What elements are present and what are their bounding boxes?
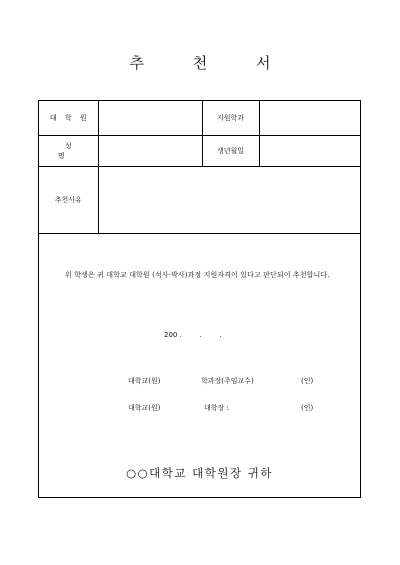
recommendation-form: [38, 100, 361, 498]
department-field[interactable]: [259, 101, 360, 135]
signature-role-1: 학과장(주임교수): [201, 377, 254, 385]
department-label: 지원학과: [202, 101, 259, 135]
signature-seal-2: (인): [301, 404, 314, 412]
birthdate-label: 생년월일: [202, 135, 259, 166]
addressee: ○○대학교 대학원장 귀하: [126, 466, 273, 480]
date-line: 200 . . .: [164, 331, 222, 339]
birthdate-field[interactable]: [259, 135, 360, 166]
signature-seal-1: (인): [301, 377, 314, 385]
signature-school-2: 대학교(원): [128, 404, 161, 412]
university-label: 대 학 원: [39, 101, 98, 135]
recommendation-statement: 위 학생은 귀 대학교 대학원 (석사·박사)과정 지원자격이 있다고 판단되어 추천합니다.: [65, 271, 330, 279]
applicant-info-table: [39, 101, 360, 234]
signature-role-2: 대학장 :: [204, 404, 229, 412]
document-title: 추 천 서: [129, 54, 293, 72]
signature-school-1: 대학교(원): [128, 377, 161, 385]
reason-field[interactable]: [98, 166, 360, 233]
name-label: 성 명: [39, 135, 98, 166]
reason-label: 추천사유: [39, 166, 98, 233]
university-field[interactable]: [98, 101, 202, 135]
name-field[interactable]: [98, 135, 202, 166]
